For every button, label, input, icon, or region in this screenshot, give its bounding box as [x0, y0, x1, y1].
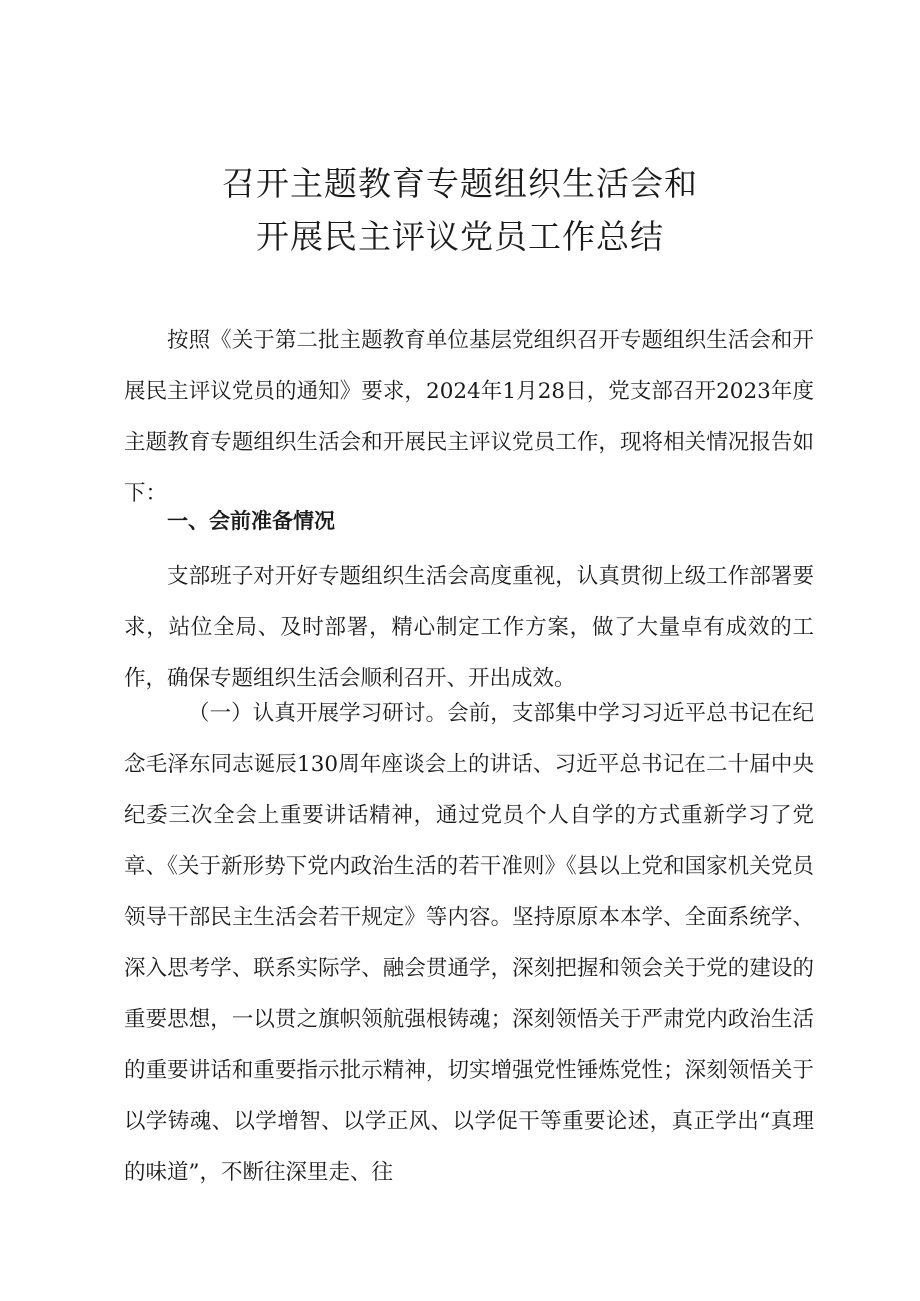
- document-title-line-2: 开展民主评议党员工作总结: [256, 217, 664, 256]
- study-discussion-paragraph: （一）认真开展学习研讨。会前，支部集中学习习近平总书记在纪念毛泽东同志诞辰130周年座谈会上的讲话、习近平总书记在二十届中央纪委三次全会上重要讲话精神，通过党员个人自学的方式重新学习了党章、《关于新形势下党内政治生活的若干准则》《县以上党和国家机关党员领导干部民主生活会若干规定》等内容。坚持原原本本学、全面系统学、深入思考学、联系实际学、融会贯通学，深刻把握和领会关于党的建设的重要思想，一以贯之旗帜领航强根铸魂；深刻领悟关于严肃党内政治生活的重要讲话和重要指示批示精神，切实增强党性锤炼党性；深刻领悟关于以学铸魂、以学增智、以学正风、以学促干等重要论述，真正学出“真理的味道”，不断往深里走、往: [124, 701, 814, 1185]
- section-paragraph: 支部班子对开好专题组织生活会高度重视，认真贯彻上级工作部署要求，站位全局、及时部署，精心制定工作方案，做了大量卓有成效的工作，确保专题组织生活会顺利召开、开出成效。: [124, 564, 814, 691]
- section-heading-preparation: 一、会前准备情况: [167, 509, 335, 533]
- document-title-line-1: 召开主题教育专题组织生活会和: [222, 164, 698, 203]
- intro-paragraph: 按照《关于第二批主题教育单位基层党组织召开专题组织生活会和开展民主评议党员的通知》要求，2024年1月28日，党支部召开2023年度主题教育专题组织生活会和开展民主评议党员工作，现将相关情况报告如下：: [124, 328, 814, 506]
